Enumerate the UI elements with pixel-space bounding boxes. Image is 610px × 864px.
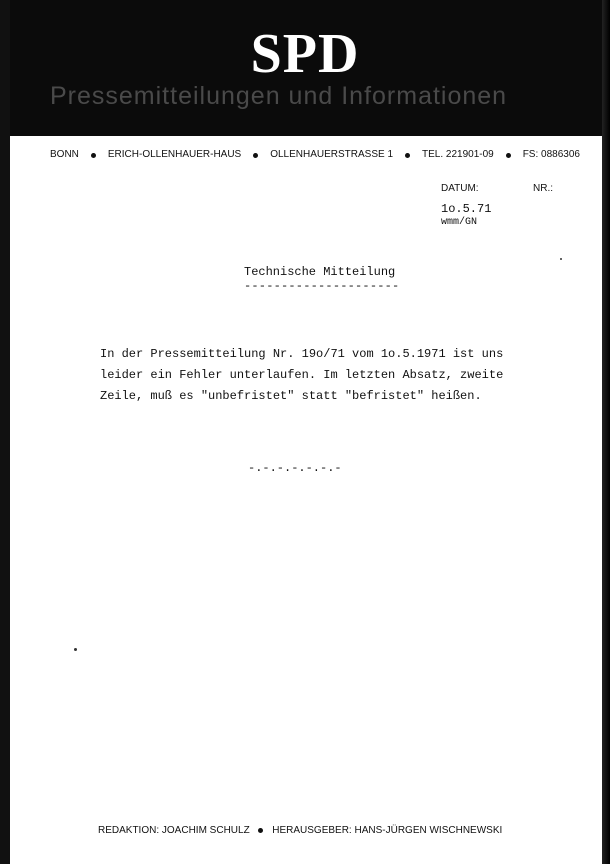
address-phone: TEL. 221901-09 [422,149,494,160]
address-street: OLLENHAUERSTRASSE 1 [270,149,394,160]
footer-editor: REDAKTION: JOACHIM SCHULZ [98,825,250,836]
nr-label: NR.: [533,183,553,194]
address-building: ERICH-OLLENHAUER-HAUS [107,149,242,160]
reference-code: wmm/GN [441,217,478,228]
address-city: BONN [50,149,79,160]
scan-edge-right [602,0,610,864]
body-paragraph [100,344,503,407]
address-line [50,150,580,160]
datum-label: DATUM: [441,183,479,194]
spd-logo: SPD [250,23,360,85]
scan-speck [74,648,77,651]
footer-publisher: HERAUSGEBER: HANS-JÜRGEN WISCHNEWSKI [272,825,503,836]
date-value: 1o.5.71 [441,202,492,216]
scan-edge-left [0,0,10,864]
document-title: Technische Mitteilung [244,265,396,279]
footer-credits [98,826,548,836]
bullet-icon [405,153,410,158]
end-marker: -.-.-.-.-.-.- [248,461,342,475]
letterhead-subtitle: Pressemitteilungen und Informationen [50,82,508,110]
scan-speck [560,258,562,260]
bullet-icon [258,828,263,833]
address-telex: FS: 0886306 [522,149,580,160]
body-line: Zeile, muß es "unbefristet" statt "befristet" heißen. [100,389,482,403]
bullet-icon [253,153,258,158]
bullet-icon [506,153,511,158]
title-underline: --------------------- [244,279,400,293]
body-line: leider ein Fehler unterlaufen. Im letzten Absatz, zweite [100,368,504,382]
body-line: In der Pressemitteilung Nr. 19o/71 vom 1o.5.1971 ist uns [100,347,504,361]
bullet-icon [91,153,96,158]
